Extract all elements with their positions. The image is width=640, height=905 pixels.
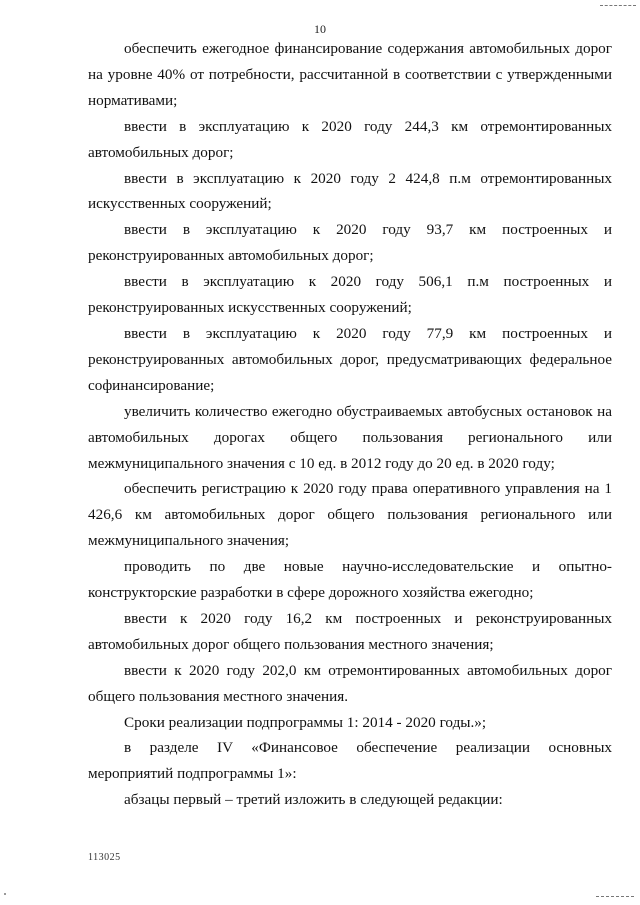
paragraph: ввести к 2020 году 202,0 км отремонтированных автомобильных дорог общего пользования местного значения. — [88, 661, 612, 705]
paragraph: ввести в эксплуатацию к 2020 году 244,3 км отремонтированных автомобильных дорог; — [88, 117, 612, 161]
paragraph: Сроки реализации подпрограммы 1: 2014 - 2020 годы.»; — [124, 713, 487, 731]
document-code: 113025 — [88, 852, 121, 863]
paragraph: абзацы первый – третий изложить в следующей редакции: — [124, 791, 503, 809]
paragraph: обеспечить ежегодное финансирование содержания автомобильных дорог на уровне 40% от потребности, рассчитанной в соответствии с утвержденными нормативами; — [88, 40, 612, 109]
paragraph: ввести в эксплуатацию к 2020 году 93,7 км построенных и реконструированных автомобильных дорог; — [88, 221, 612, 265]
paragraph: ввести к 2020 году 16,2 км построенных и реконструированных автомобильных дорог общего пользования местного значения; — [88, 609, 612, 653]
scan-corner-mark — [600, 5, 636, 6]
paragraph: в разделе IV «Финансовое обеспечение реализации основных мероприятий подпрограммы 1»: — [88, 739, 612, 783]
paragraph: ввести в эксплуатацию к 2020 году 506,1 п.м построенных и реконструированных искусственных сооружений; — [88, 273, 612, 317]
document-body — [88, 36, 612, 813]
paragraph: обеспечить регистрацию к 2020 году права оперативного управления на 1 426,6 км автомобильных дорог общего пользования регионального или межмуниципального значения; — [88, 480, 612, 550]
paragraph: ввести в эксплуатацию к 2020 году 77,9 км построенных и реконструированных автомобильных дорог, предусматривающих федеральное софинансирование; — [88, 324, 612, 394]
paragraph: проводить по две новые научно-исследовательские и опытно-конструкторские разработки в сфере дорожного хозяйства ежегодно; — [88, 558, 612, 602]
scan-corner-mark — [596, 896, 634, 897]
paragraph: увеличить количество ежегодно обустраиваемых автобусных остановок на автомобильных дорогах общего пользования регионального или межмуниципального значения с 10 ед. в 2012 году до 20 ед. в 2020 году; — [88, 402, 612, 472]
page-number: 10 — [314, 22, 326, 36]
paragraph: ввести в эксплуатацию к 2020 году 2 424,8 п.м отремонтированных искусственных сооружений; — [88, 169, 612, 213]
scan-mark — [4, 893, 6, 895]
